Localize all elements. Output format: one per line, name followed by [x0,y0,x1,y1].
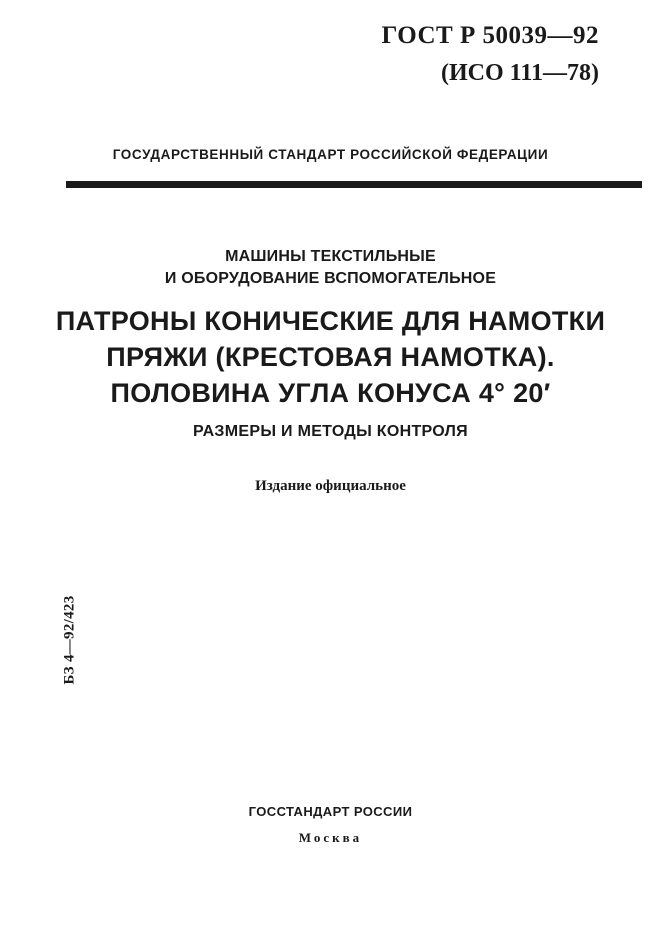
category-line-1: МАШИНЫ ТЕКСТИЛЬНЫЕ [225,248,436,265]
iso-number: (ИСО 111—78) [440,60,599,86]
state-standard-heading: ГОСУДАРСТВЕННЫЙ СТАНДАРТ РОССИЙСКОЙ ФЕДЕРАЦИИ [112,147,549,162]
document-subtitle: РАЗМЕРЫ И МЕТОДЫ КОНТРОЛЯ [193,423,468,440]
category-line-2: И ОБОРУДОВАНИЕ ВСПОМОГАТЕЛЬНОЕ [164,270,497,287]
publisher: ГОССТАНДАРТ РОССИИ [248,804,413,819]
document-title [0,303,661,411]
header-divider [66,181,642,188]
publisher-city: Москва [298,830,363,845]
gost-number: ГОСТ Р 50039—92 [381,22,599,49]
category-heading [0,246,661,290]
title-line-2: ПРЯЖИ (КРЕСТОВАЯ НАМОТКА). [106,342,555,372]
edition-note: Издание официальное [255,478,406,494]
title-line-1: ПАТРОНЫ КОНИЧЕСКИЕ ДЛЯ НАМОТКИ [55,306,606,336]
side-code: БЗ 4—92/423 [61,595,78,685]
title-line-3: ПОЛОВИНА УГЛА КОНУСА 4° 20′ [110,378,551,408]
